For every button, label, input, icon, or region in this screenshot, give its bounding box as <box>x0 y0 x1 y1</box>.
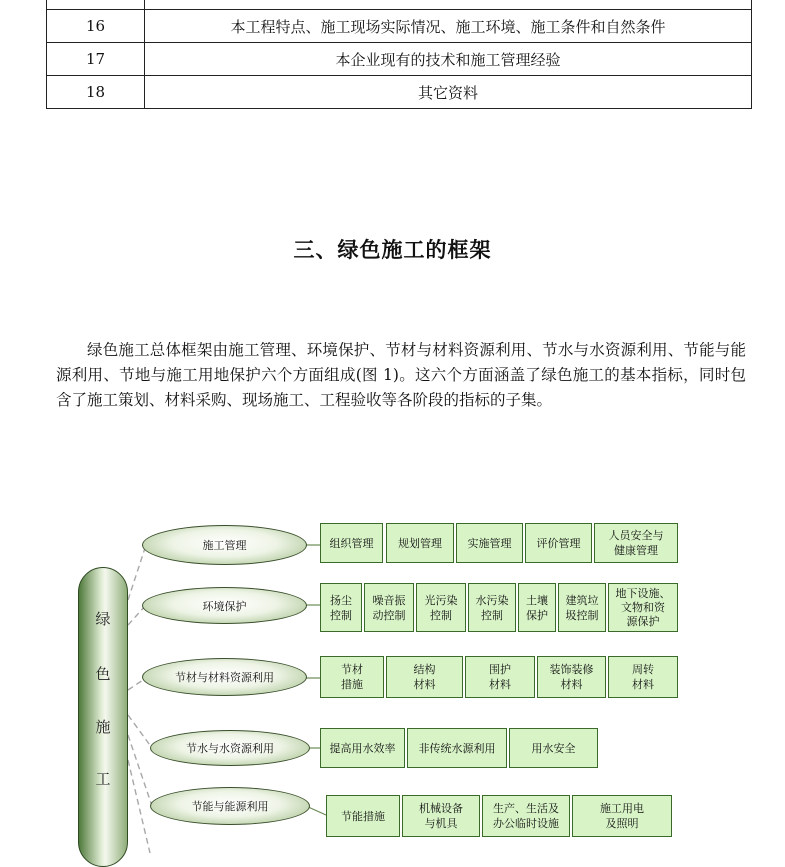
item-box: 实施管理 <box>456 523 523 563</box>
item-box: 节材 措施 <box>320 656 384 698</box>
item-box: 评价管理 <box>525 523 592 563</box>
table-row <box>47 0 752 10</box>
table-row <box>47 10 752 43</box>
item-box: 节能措施 <box>326 795 400 837</box>
item-box: 地下设施、 文物和资 源保护 <box>608 583 678 632</box>
item-box: 土壤 保护 <box>518 583 556 632</box>
body-paragraph: 绿色施工总体框架由施工管理、环境保护、节材与材料资源利用、节水与水资源利用、节能与能源利用、节地与施工用地保护六个方面组成(图 1)。这六个方面涵盖了绿色施工的基本指标，同时包含了施工策划、材料采购、现场施工、工程验收等各阶段的指标的子集。 <box>56 341 746 409</box>
category-construction-management: 施工管理 <box>142 525 307 565</box>
pillar-char: 绿 <box>95 610 111 628</box>
category-material-resource: 节材与材料资源利用 <box>142 658 307 696</box>
item-box: 人员安全与 健康管理 <box>594 523 678 563</box>
category-environmental-protection: 环境保护 <box>142 587 307 624</box>
item-box: 组织管理 <box>320 523 383 563</box>
table-row <box>47 76 752 109</box>
reference-table <box>46 0 752 109</box>
row-text: 其它资料 <box>145 76 752 109</box>
item-box: 施工用电 及照明 <box>572 795 672 837</box>
pillar-char: 色 <box>95 665 111 683</box>
row-number: 16 <box>47 10 145 43</box>
item-box: 生产、生活及 办公临时设施 <box>482 795 570 837</box>
item-box: 光污染 控制 <box>416 583 466 632</box>
category-energy-resource: 节能与能源利用 <box>150 787 310 825</box>
item-box: 机械设备 与机具 <box>402 795 480 837</box>
item-box: 规划管理 <box>386 523 454 563</box>
item-box: 建筑垃 圾控制 <box>558 583 606 632</box>
row-number: 17 <box>47 43 145 76</box>
row-number: 18 <box>47 76 145 109</box>
row-text: 本工程特点、施工现场实际情况、施工环境、施工条件和自然条件 <box>145 10 752 43</box>
item-box: 装饰装修 材料 <box>537 656 606 698</box>
item-box: 周转 材料 <box>608 656 678 698</box>
item-box: 用水安全 <box>509 728 598 768</box>
table-row <box>47 43 752 76</box>
item-box: 结构 材料 <box>386 656 463 698</box>
row-text: 本企业现有的技术和施工管理经验 <box>145 43 752 76</box>
item-box: 非传统水源利用 <box>407 728 507 768</box>
item-box: 围护 材料 <box>465 656 535 698</box>
item-box: 水污染 控制 <box>468 583 516 632</box>
item-box: 噪音振 动控制 <box>364 583 414 632</box>
pillar-char: 工 <box>95 770 111 788</box>
item-box: 提高用水效率 <box>320 728 405 768</box>
item-box: 扬尘 控制 <box>320 583 362 632</box>
pillar-char: 施 <box>95 718 111 736</box>
category-water-resource: 节水与水资源利用 <box>150 730 310 766</box>
section-title: 三、绿色施工的框架 <box>293 237 492 262</box>
